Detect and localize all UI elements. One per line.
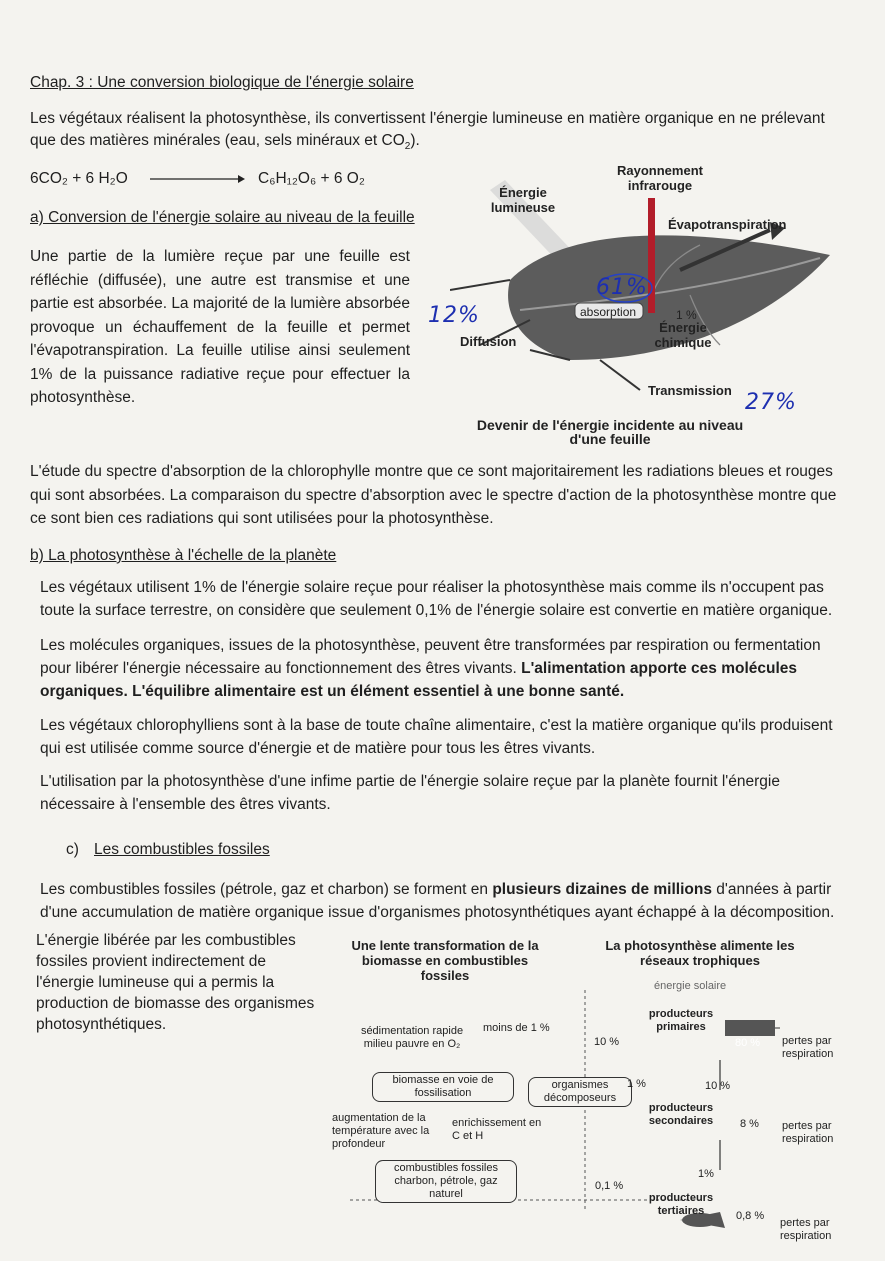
fossil-left-title: Une lente transformation de la biomasse en combustibles fossiles: [351, 938, 539, 983]
equation-arrow: [150, 170, 245, 188]
label-rayonnement: Rayonnement infrarouge: [617, 163, 703, 193]
label-diffusion: Diffusion: [460, 334, 517, 349]
bar-80: [725, 1020, 775, 1036]
diffusion-arrow: [450, 280, 510, 290]
label-p08: 0,8 %: [736, 1210, 765, 1222]
handwritten-27: 27%: [745, 390, 797, 415]
equation-right: C₆H₁₂O₆ + 6 O₂: [258, 170, 365, 187]
label-one-pct: 1 %: [676, 308, 697, 322]
section-c-heading: Les combustibles fossiles: [94, 841, 270, 858]
box-biomasse: biomasse en voie de fossilisation: [372, 1072, 514, 1102]
label-energie-lumineuse: Énergie lumineuse: [490, 185, 556, 215]
label-p80: 80 %: [735, 1037, 761, 1049]
label-transmission: Transmission: [648, 383, 732, 398]
label-augmentation: augmentation de la température avec la profondeur: [332, 1112, 430, 1150]
label-energie-solaire: énergie solaire: [654, 980, 727, 992]
section-b-p4: L'utilisation par la photosynthèse d'une infime partie de l'énergie solaire reçue par la planète fournit l'énergie nécessaire à l'ensemble des êtres vivants.: [40, 773, 780, 813]
intro-line-1: Les végétaux réalisent la photosynthèse, ils convertissent l'énergie lumineuse en matière organique en ne prélevant: [30, 110, 825, 127]
section-c-num: c): [66, 841, 79, 858]
intro-subscript: 2: [404, 141, 411, 153]
label-p1b: 1%: [698, 1168, 714, 1180]
label-energie-chimique: Énergie chimique: [654, 320, 712, 350]
label-enrichissement: enrichissement en C et H: [452, 1117, 542, 1142]
section-a-heading: a) Conversion de l'énergie solaire au niveau de la feuille: [30, 209, 415, 226]
section-b-p3: Les végétaux chlorophylliens sont à la base de toute chaîne alimentaire, c'est la matière organique qu'ils produisent qui est utilisée comme source d'énergie et de matière pour tous les êtres vivants.: [40, 717, 833, 757]
section-a-paragraph-2: L'étude du spectre d'absorption de la chlorophylle montre que ce sont majoritairement les radiations bleues et rouges qui sont absorbées. La comparaison du spectre d'absorption avec le spectre d'action de la photosynthèse montre que ce sont bien ces radiations qui sont utilisées pour la photosynthèse.: [30, 463, 837, 527]
label-producteurs-primaires: producteurs primaires: [648, 1008, 714, 1033]
intro-line-2-end: ).: [410, 132, 420, 149]
section-c-p1-a: Les combustibles fossiles (pétrole, gaz et charbon) se forment en: [40, 881, 493, 898]
equation-left: 6CO₂ + 6 H₂O: [30, 170, 128, 187]
section-c-p1: [40, 878, 840, 924]
section-b-p1: Les végétaux utilisent 1% de l'énergie solaire reçue pour réaliser la photosynthèse mais comme ils n'occupent pas toute la surface terrestre, on considère que seulement 0,1% de l'énergie solaire est convertie en matière organique.: [40, 579, 833, 619]
infrared-bar: [648, 198, 655, 313]
label-p01: 0,1 %: [595, 1180, 624, 1192]
chapter-title: Chap. 3 : Une conversion biologique de l'énergie solaire: [30, 74, 414, 91]
label-pertes-1: pertes par respiration: [782, 1035, 834, 1060]
label-p10: 10 %: [594, 1036, 620, 1048]
section-c-p1-b: plusieurs dizaines de millions: [492, 881, 712, 898]
label-producteurs-tertiaires: producteurs tertiaires: [648, 1192, 714, 1217]
box-combustibles: combustibles fossiles charbon, pétrole, gaz naturel: [375, 1160, 517, 1203]
section-b-p2-normal: Les molécules organiques, issues de la photosynthèse, peuvent être transformées par respiration ou fermentation pour libérer l'énergie nécessaire au fonctionnement des êtres vivants.: [40, 637, 821, 677]
label-p1: 1 %: [627, 1078, 646, 1090]
label-pertes-3: pertes par respiration: [780, 1217, 832, 1242]
box-organismes: organismes décomposeurs: [528, 1077, 632, 1107]
label-producteurs-secondaires: producteurs secondaires: [648, 1102, 714, 1127]
section-b-p2: [40, 634, 840, 703]
leaf-caption: Devenir de l'énergie incidente au niveau d'une feuille: [476, 417, 744, 447]
section-a-paragraph: Une partie de la lumière reçue par une feuille est réfléchie (diffusée), une autre est transmise et une partie est absorbée. La majorité de la lumière absorbée provoque un échauffement de la feuille et permet l'évapotranspiration. La feuille utilise ainsi seulement 1% de la puissance radiative reçue pour effectuer la photosynthèse.: [30, 248, 410, 406]
label-p8: 8 %: [740, 1118, 759, 1130]
intro-line-2-text: que des matières minérales (eau, sels minéraux et CO: [30, 132, 405, 149]
transmission-arrow: [600, 360, 640, 390]
handwritten-61: 61%: [596, 275, 648, 300]
section-c-p1-c: d'années à partir d'une accumulation de matière organique issue d'organismes photosynthétiques ayant échappé à la décomposition.: [40, 881, 835, 921]
handwritten-12: 12%: [428, 303, 480, 328]
label-p10b: 10 %: [705, 1080, 731, 1092]
label-evapotranspiration: Évapotranspiration: [668, 217, 787, 232]
section-b-heading: b) La photosynthèse à l'échelle de la planète: [30, 547, 337, 564]
section-c-side-text: L'énergie libérée par les combustibles fossiles provient indirectement de l'énergie lumineuse qui a permis la production de biomasse des organismes photosynthétiques.: [36, 932, 315, 1033]
section-b-p2-bold: L'alimentation apporte ces molécules organiques. L'équilibre alimentaire est un élément essentiel à une bonne santé.: [40, 660, 798, 700]
label-moins-1: moins de 1 %: [483, 1022, 550, 1034]
label-pertes-2: pertes par respiration: [782, 1120, 834, 1145]
label-absorption: absorption: [580, 305, 637, 319]
fossil-right-title: La photosynthèse alimente les réseaux trophiques: [605, 938, 795, 968]
label-sedimentation: sédimentation rapide milieu pauvre en O₂: [360, 1025, 464, 1050]
intro-line-2: [30, 130, 420, 158]
